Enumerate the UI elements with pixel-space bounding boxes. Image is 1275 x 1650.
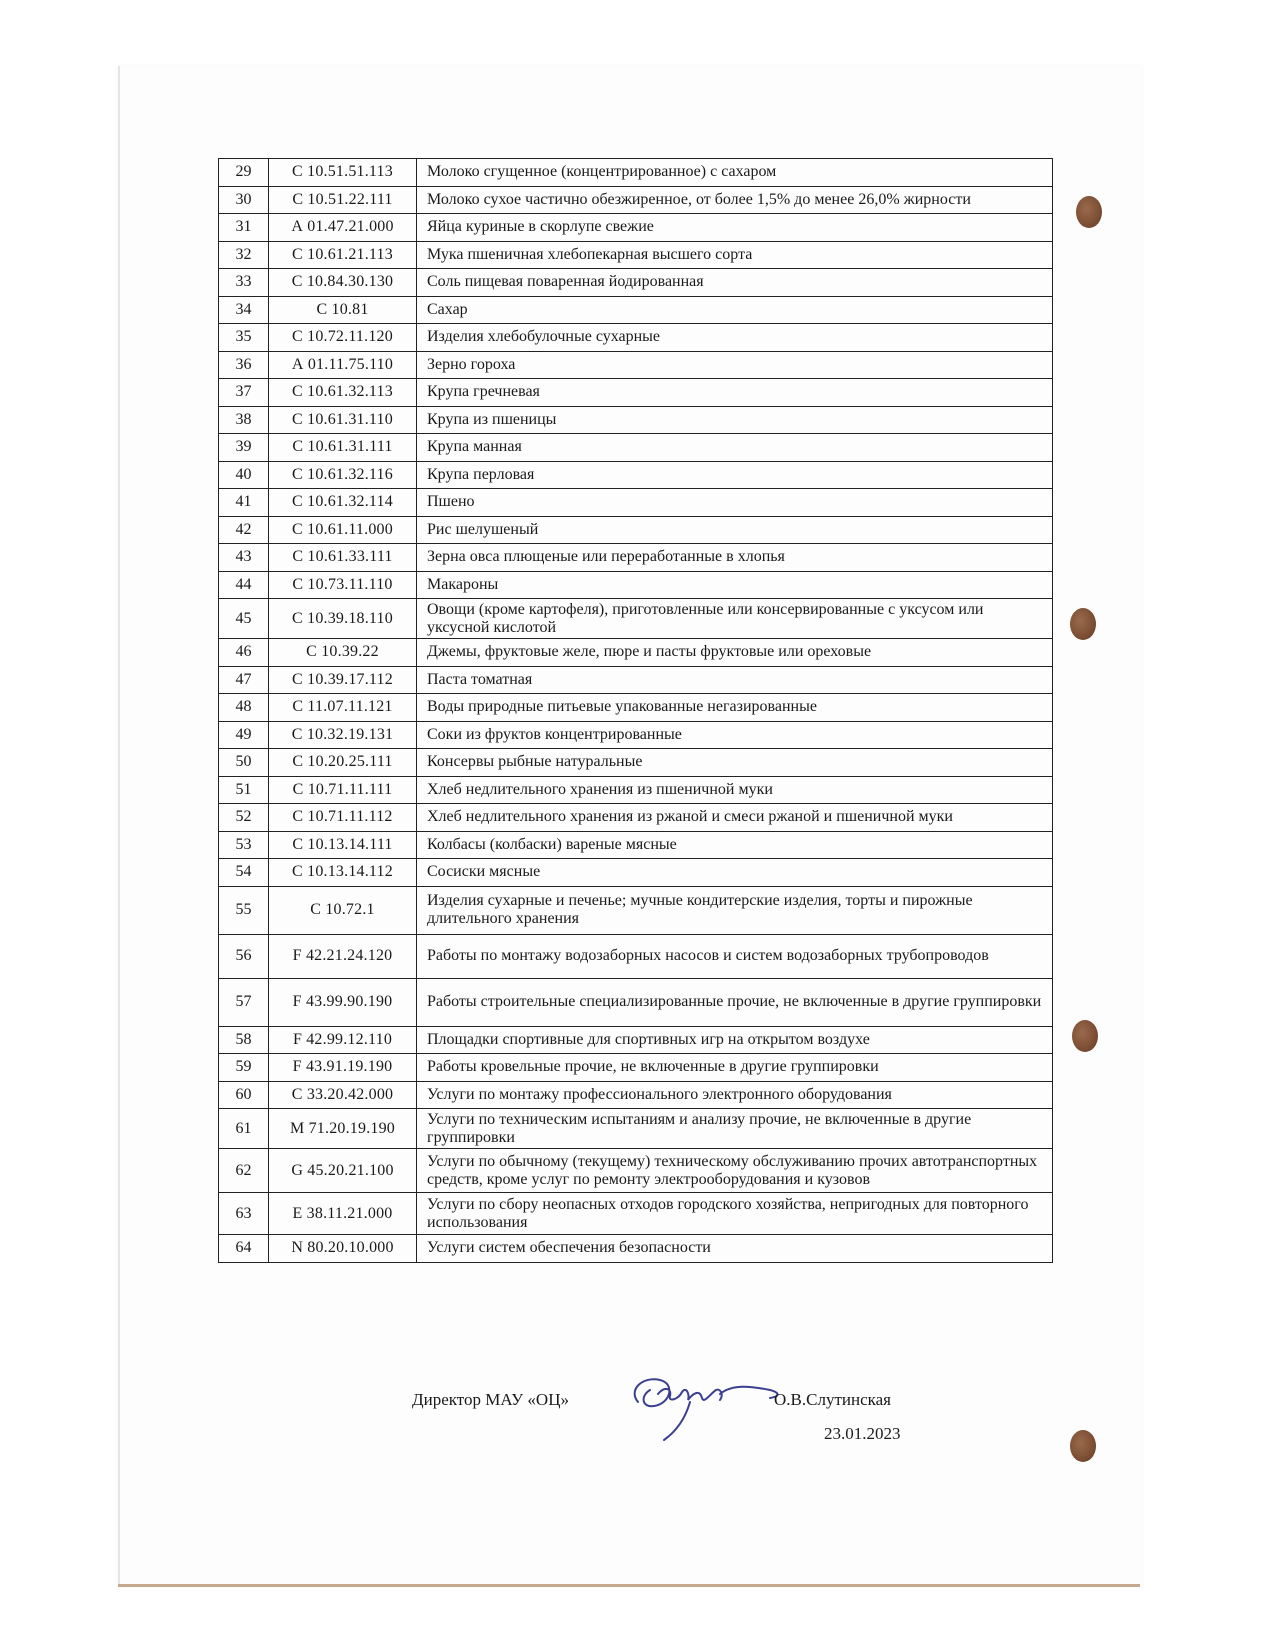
row-number: 55: [219, 886, 269, 934]
table-row: [219, 749, 1053, 777]
table-row: [219, 434, 1053, 462]
item-name: Зерна овса плющеные или переработанные в хлопья: [417, 544, 1053, 572]
okpd-code: С 10.71.11.112: [269, 804, 417, 832]
row-number: 62: [219, 1149, 269, 1193]
row-number: 63: [219, 1193, 269, 1235]
okpd-code: С 10.51.51.113: [269, 159, 417, 187]
item-name: Молоко сухое частично обезжиренное, от более 1,5% до менее 26,0% жирности: [417, 186, 1053, 214]
row-number: 61: [219, 1109, 269, 1149]
table-row: [219, 461, 1053, 489]
table-row: [219, 159, 1053, 187]
row-number: 40: [219, 461, 269, 489]
okpd-code: С 10.61.32.114: [269, 489, 417, 517]
row-number: 48: [219, 694, 269, 722]
table-row: [219, 694, 1053, 722]
item-name: Услуги по сбору неопасных отходов городского хозяйства, непригодных для повторного использования: [417, 1193, 1053, 1235]
table-row: [219, 1109, 1053, 1149]
item-name: Услуги по монтажу профессионального электронного оборудования: [417, 1081, 1053, 1109]
okpd-code: С 10.51.22.111: [269, 186, 417, 214]
table-row: [219, 776, 1053, 804]
item-name: Яйца куриные в скорлупе свежие: [417, 214, 1053, 242]
punch-hole: [1070, 1430, 1096, 1462]
row-number: 36: [219, 351, 269, 379]
okpd-code: С 10.13.14.112: [269, 859, 417, 887]
row-number: 39: [219, 434, 269, 462]
item-name: Сосиски мясные: [417, 859, 1053, 887]
item-name: Площадки спортивные для спортивных игр на открытом воздухе: [417, 1026, 1053, 1054]
okpd-code: С 10.32.19.131: [269, 721, 417, 749]
item-name: Работы по монтажу водозаборных насосов и систем водозаборных трубопроводов: [417, 934, 1053, 978]
item-name: Крупа из пшеницы: [417, 406, 1053, 434]
item-name: Сахар: [417, 296, 1053, 324]
table-row: [219, 351, 1053, 379]
item-name: Соль пищевая поваренная йодированная: [417, 269, 1053, 297]
item-name: Овощи (кроме картофеля), приготовленные или консервированные с уксусом или уксусной кислотой: [417, 599, 1053, 639]
row-number: 38: [219, 406, 269, 434]
okpd-code: С 10.72.1: [269, 886, 417, 934]
item-name: Услуги по техническим испытаниям и анализу прочие, не включенные в другие группировки: [417, 1109, 1053, 1149]
table-row: [219, 489, 1053, 517]
okpd-code: С 10.39.17.112: [269, 666, 417, 694]
okpd-code: С 10.39.18.110: [269, 599, 417, 639]
row-number: 41: [219, 489, 269, 517]
punch-hole: [1070, 608, 1096, 640]
item-name: Пшено: [417, 489, 1053, 517]
table-row: [219, 859, 1053, 887]
item-name: Колбасы (колбаски) вареные мясные: [417, 831, 1053, 859]
okpd-code: С 10.61.31.110: [269, 406, 417, 434]
table-row: [219, 1193, 1053, 1235]
okpd-code: С 11.07.11.121: [269, 694, 417, 722]
row-number: 42: [219, 516, 269, 544]
item-name: Изделия хлебобулочные сухарные: [417, 324, 1053, 352]
table-row: [219, 324, 1053, 352]
row-number: 50: [219, 749, 269, 777]
item-name: Зерно гороха: [417, 351, 1053, 379]
row-number: 54: [219, 859, 269, 887]
row-number: 47: [219, 666, 269, 694]
item-name: Услуги по обычному (текущему) техническому обслуживанию прочих автотранспортных средств, кроме услуг по ремонту электрооборудования и кузовов: [417, 1149, 1053, 1193]
item-name: Работы строительные специализированные прочие, не включенные в другие группировки: [417, 978, 1053, 1026]
signature-mark: [620, 1364, 790, 1444]
okpd-code: G 45.20.21.100: [269, 1149, 417, 1193]
signature-date: 23.01.2023: [824, 1424, 901, 1443]
item-name: Хлеб недлительного хранения из ржаной и смеси ржаной и пшеничной муки: [417, 804, 1053, 832]
table-row: [219, 831, 1053, 859]
item-name: Соки из фруктов концентрированные: [417, 721, 1053, 749]
okpd-code: С 10.81: [269, 296, 417, 324]
okpd-code: С 10.61.33.111: [269, 544, 417, 572]
table-row: [219, 599, 1053, 639]
row-number: 56: [219, 934, 269, 978]
row-number: 45: [219, 599, 269, 639]
row-number: 53: [219, 831, 269, 859]
okpd-code: А 01.11.75.110: [269, 351, 417, 379]
row-number: 52: [219, 804, 269, 832]
item-name: Изделия сухарные и печенье; мучные кондитерские изделия, торты и пирожные длительного хранения: [417, 886, 1053, 934]
okpd-code: С 10.20.25.111: [269, 749, 417, 777]
row-number: 31: [219, 214, 269, 242]
punch-hole: [1072, 1020, 1098, 1052]
row-number: 44: [219, 571, 269, 599]
okpd-code: С 10.73.11.110: [269, 571, 417, 599]
okpd-code: С 33.20.42.000: [269, 1081, 417, 1109]
item-name: Консервы рыбные натуральные: [417, 749, 1053, 777]
row-number: 32: [219, 241, 269, 269]
punch-hole: [1076, 196, 1102, 228]
table-row: [219, 241, 1053, 269]
item-name: Макароны: [417, 571, 1053, 599]
item-name: Крупа перловая: [417, 461, 1053, 489]
table-row: [219, 934, 1053, 978]
item-name: Рис шелушеный: [417, 516, 1053, 544]
table-row: [219, 516, 1053, 544]
table-row: [219, 1235, 1053, 1263]
table-row: [219, 1026, 1053, 1054]
item-name: Крупа гречневая: [417, 379, 1053, 407]
table-row: [219, 639, 1053, 667]
table-row: [219, 1054, 1053, 1082]
table-row: [219, 804, 1053, 832]
okpd-code: С 10.13.14.111: [269, 831, 417, 859]
sheet-edge: [118, 1584, 1140, 1587]
item-name: Крупа манная: [417, 434, 1053, 462]
okpd-code: М 71.20.19.190: [269, 1109, 417, 1149]
table-row: [219, 296, 1053, 324]
item-name: Молоко сгущенное (концентрированное) с сахаром: [417, 159, 1053, 187]
row-number: 35: [219, 324, 269, 352]
okpd-code: С 10.71.11.111: [269, 776, 417, 804]
table-row: [219, 721, 1053, 749]
row-number: 60: [219, 1081, 269, 1109]
item-name: Мука пшеничная хлебопекарная высшего сорта: [417, 241, 1053, 269]
row-number: 57: [219, 978, 269, 1026]
row-number: 37: [219, 379, 269, 407]
okpd-code: С 10.61.11.000: [269, 516, 417, 544]
signer-name: О.В.Слутинская: [774, 1390, 891, 1409]
table-row: [219, 978, 1053, 1026]
table-row: [219, 379, 1053, 407]
okpd-code: С 10.72.11.120: [269, 324, 417, 352]
okpd-code: А 01.47.21.000: [269, 214, 417, 242]
okpd-code: F 42.21.24.120: [269, 934, 417, 978]
item-name: Воды природные питьевые упакованные негазированные: [417, 694, 1053, 722]
row-number: 34: [219, 296, 269, 324]
items-table: [218, 158, 1053, 1263]
row-number: 59: [219, 1054, 269, 1082]
okpd-code: Е 38.11.21.000: [269, 1193, 417, 1235]
row-number: 46: [219, 639, 269, 667]
item-name: Работы кровельные прочие, не включенные в другие группировки: [417, 1054, 1053, 1082]
okpd-code: С 10.61.21.113: [269, 241, 417, 269]
okpd-code: F 43.91.19.190: [269, 1054, 417, 1082]
table-row: [219, 886, 1053, 934]
row-number: 43: [219, 544, 269, 572]
okpd-code: С 10.84.30.130: [269, 269, 417, 297]
table-row: [219, 544, 1053, 572]
table-row: [219, 1081, 1053, 1109]
item-name: Паста томатная: [417, 666, 1053, 694]
item-name: Джемы, фруктовые желе, пюре и пасты фруктовые или ореховые: [417, 639, 1053, 667]
table-row: [219, 406, 1053, 434]
table-row: [219, 571, 1053, 599]
okpd-code: F 43.99.90.190: [269, 978, 417, 1026]
row-number: 51: [219, 776, 269, 804]
okpd-code: N 80.20.10.000: [269, 1235, 417, 1263]
okpd-code: С 10.61.32.113: [269, 379, 417, 407]
row-number: 33: [219, 269, 269, 297]
table-row: [219, 186, 1053, 214]
okpd-code: С 10.61.32.116: [269, 461, 417, 489]
okpd-code: С 10.39.22: [269, 639, 417, 667]
item-name: Хлеб недлительного хранения из пшеничной муки: [417, 776, 1053, 804]
table-row: [219, 269, 1053, 297]
okpd-code: F 42.99.12.110: [269, 1026, 417, 1054]
signer-position: Директор МАУ «ОЦ»: [412, 1390, 569, 1409]
okpd-code: С 10.61.31.111: [269, 434, 417, 462]
row-number: 30: [219, 186, 269, 214]
item-name: Услуги систем обеспечения безопасности: [417, 1235, 1053, 1263]
table-row: [219, 1149, 1053, 1193]
row-number: 64: [219, 1235, 269, 1263]
row-number: 29: [219, 159, 269, 187]
row-number: 58: [219, 1026, 269, 1054]
items-table-body: [219, 159, 1053, 1263]
table-row: [219, 214, 1053, 242]
table-row: [219, 666, 1053, 694]
row-number: 49: [219, 721, 269, 749]
